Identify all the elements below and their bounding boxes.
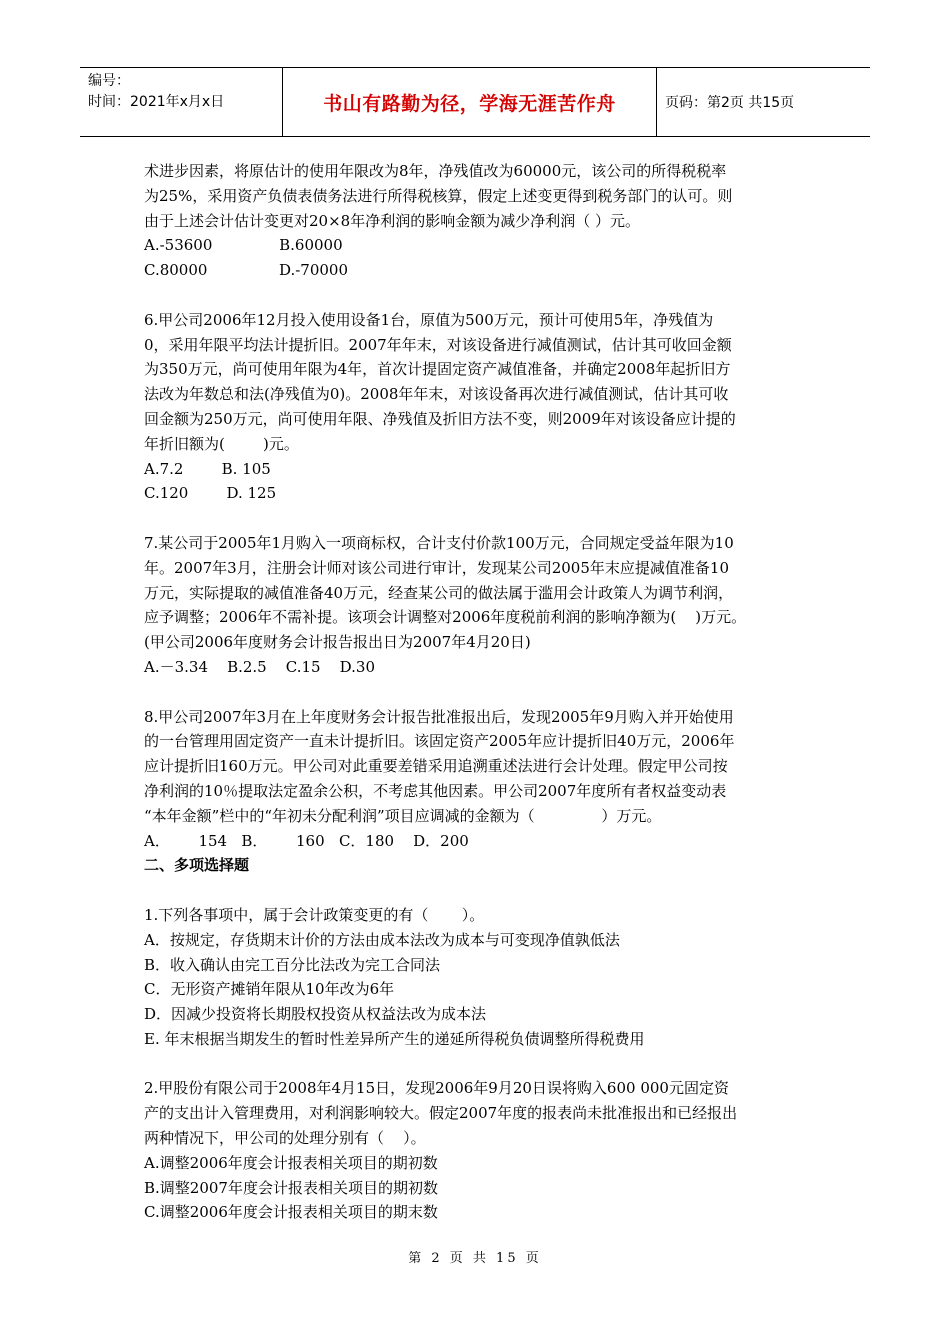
question-line: 8.甲公司2007年3月在上年度财务会计报告批准报出后，发现2005年9月购入并开始使用 bbox=[144, 707, 734, 726]
question-stem: 1.下列各事项中，属于会计政策变更的有（ ）。 bbox=[144, 905, 485, 924]
multi-question-2 bbox=[144, 1076, 808, 1225]
number-label: 编号： bbox=[88, 73, 130, 89]
header-page-info-cell bbox=[657, 68, 870, 136]
option-line: C.80000 D.-70000 bbox=[144, 261, 348, 280]
page-info: 页码：第2页 共15页 bbox=[665, 95, 795, 111]
question-line: 产的支出计入管理费用，对利润影响较大。假定2007年度的报表尚未批准报出和已经报出 bbox=[144, 1104, 738, 1123]
option-line: A.7.2 B. 105 bbox=[144, 459, 271, 478]
document-body bbox=[144, 159, 808, 1225]
question-line: 6.甲公司2006年12月投入使用设备1台，原值为500万元，预计可使用5年，净残值为 bbox=[144, 310, 714, 329]
option-line: B.调整2007年度会计报表相关项目的期初数 bbox=[144, 1178, 438, 1197]
question-8 bbox=[144, 705, 808, 854]
section-title: 二、多项选择题 bbox=[144, 856, 250, 875]
time-label: 时间：2021年x月x日 bbox=[88, 94, 225, 110]
multi-question-1 bbox=[144, 903, 808, 1052]
document-header bbox=[80, 67, 870, 137]
question-6 bbox=[144, 308, 808, 506]
option-line: C.调整2006年度会计报表相关项目的期末数 bbox=[144, 1203, 438, 1222]
question-line: 的一台管理用固定资产一直未计提折旧。该固定资产2005年应计提折旧40万元，2006年 bbox=[144, 732, 735, 751]
question-line: 应计提折旧160万元。甲公司对此重要差错采用追溯重述法进行会计处理。假定甲公司按 bbox=[144, 757, 728, 776]
option-line: E. 年末根据当期发生的暂时性差异所产生的递延所得税负债调整所得税费用 bbox=[144, 1029, 645, 1048]
question-line: 年。2007年3月，注册会计师对该公司进行审计，发现某公司2005年末应提减值准备10 bbox=[144, 558, 729, 577]
option-line: B．收入确认由完工百分比法改为完工合同法 bbox=[144, 955, 441, 974]
question-line: 两种情况下，甲公司的处理分别有（ ）。 bbox=[144, 1129, 426, 1148]
option-line: A.-53600 B.60000 bbox=[144, 236, 343, 255]
question-line: 净利润的10％提取法定盈余公积，不考虑其他因素。甲公司2007年度所有者权益变动表 bbox=[144, 781, 727, 800]
question-line: 为25%，采用资产负债表债务法进行所得税核算，假定上述变更得到税务部门的认可。则 bbox=[144, 186, 733, 205]
option-line: D．因减少投资将长期股权投资从权益法改为成本法 bbox=[144, 1005, 487, 1024]
question-line: “本年金额”栏中的“年初未分配利润”项目应调减的金额为（ ）万元。 bbox=[144, 806, 662, 825]
question-line: (甲公司2006年度财务会计报告报出日为2007年4月20日) bbox=[144, 633, 531, 652]
motto: 书山有路勤为径，学海无涯苦作舟 bbox=[323, 92, 616, 115]
header-meta bbox=[80, 68, 283, 136]
question-line: 术进步因素，将原估计的使用年限改为8年，净残值改为60000元，该公司的所得税税率 bbox=[144, 162, 727, 180]
page-footer: 第 2 页 共 15 页 bbox=[408, 1251, 542, 1266]
question-line: 年折旧额为( )元。 bbox=[144, 434, 299, 453]
header-motto-cell bbox=[283, 68, 657, 136]
option-line: A.调整2006年度会计报表相关项目的期初数 bbox=[144, 1153, 438, 1172]
option-line: C．无形资产摊销年限从10年改为6年 bbox=[144, 980, 395, 999]
question-line: 应予调整；2006年不需补提。该项会计调整对2006年度税前利润的影响净额为( )万元。 bbox=[144, 608, 747, 627]
question-5-tail bbox=[144, 159, 808, 283]
question-line: 为350万元，尚可使用年限为4年，首次计提固定资产减值准备，并确定2008年起折旧方 bbox=[144, 360, 731, 379]
option-line: A.－3.34 B.2.5 C.15 D.30 bbox=[144, 657, 376, 676]
question-line: 2.甲股份有限公司于2008年4月15日，发现2006年9月20日误将购入600 000元固定资 bbox=[144, 1079, 729, 1098]
question-line: 法改为年数总和法(净残值为0)。2008年年末，对该设备再次进行减值测试，估计其可收 bbox=[144, 385, 729, 404]
option-line: A．按规定，存货期末计价的方法由成本法改为成本与可变现净值孰低法 bbox=[144, 930, 620, 949]
option-line: C.120 D. 125 bbox=[144, 484, 277, 503]
question-7 bbox=[144, 531, 808, 680]
question-line: 万元，实际提取的减值准备40万元，经查某公司的做法属于滥用会计政策人为调节利润， bbox=[144, 583, 734, 602]
question-line: 7.某公司于2005年1月购入一项商标权，合计支付价款100万元，合同规定受益年限为10 bbox=[144, 533, 734, 552]
question-line: 回金额为250万元，尚可使用年限、净残值及折旧方法不变，则2009年对该设备应计提的 bbox=[144, 409, 736, 428]
question-line: 由于上述会计估计变更对20×8年净利润的影响金额为减少净利润（ ）元。 bbox=[144, 211, 640, 230]
question-line: 0，采用年限平均法计提折旧。2007年年末，对该设备进行减值测试，估计其可收回金额 bbox=[144, 335, 732, 354]
option-line: A． 154 B． 160 C．180 D．200 bbox=[144, 831, 469, 850]
